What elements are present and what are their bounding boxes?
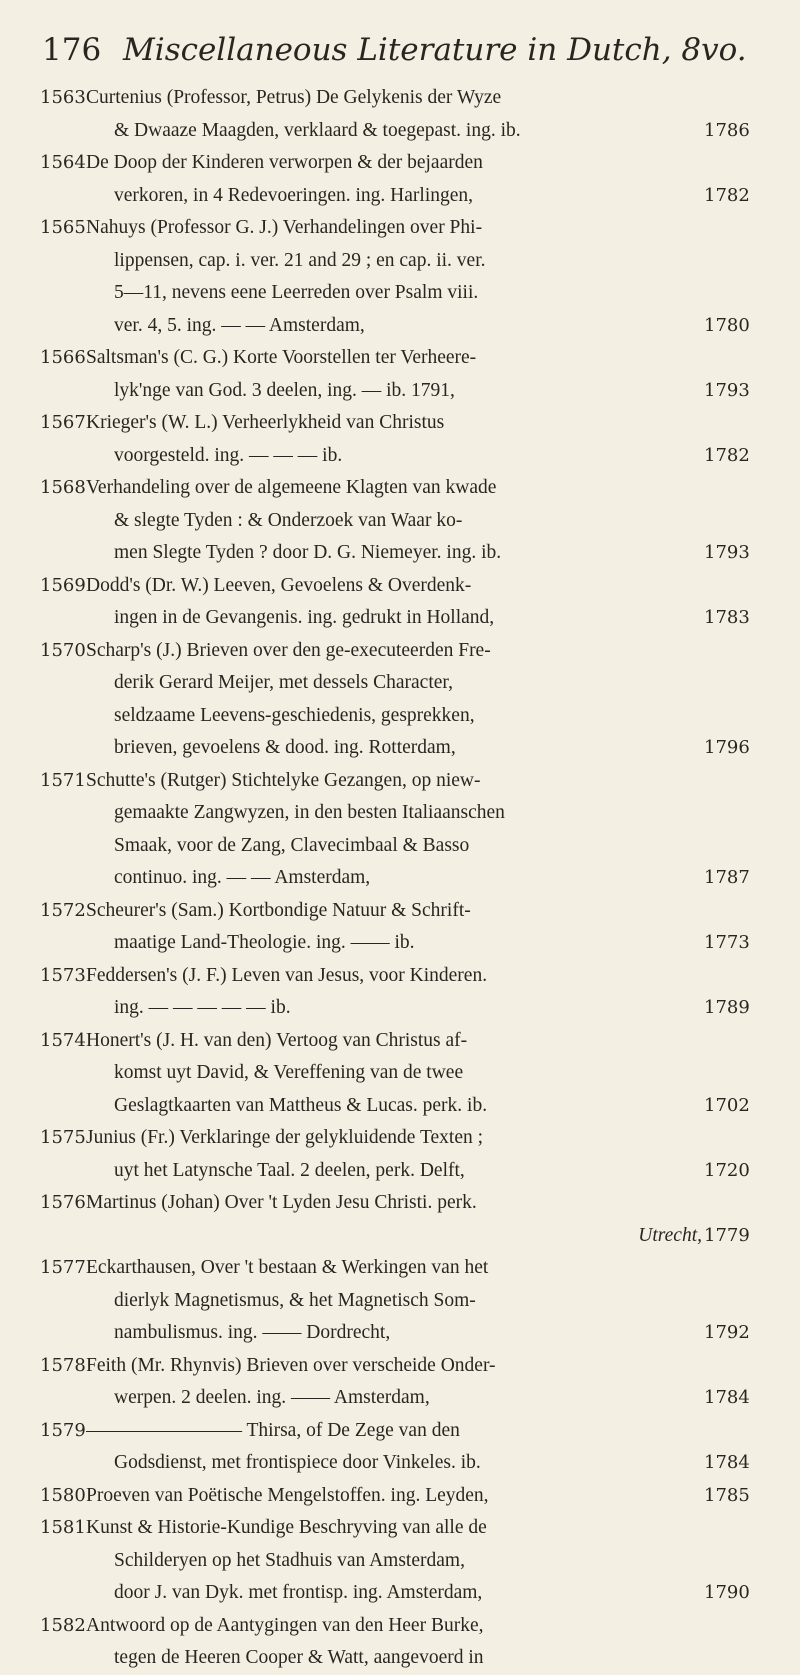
entry-line: Verhandeling over de algemeene Klagten van kwade: [86, 477, 497, 498]
entry-line: Junius (Fr.) Verklaringe der gelykluidende Texten ;: [86, 1127, 484, 1148]
entry-line: lippensen, cap. i. ver. 21 and 29 ; en cap. ii. ver.: [114, 249, 486, 271]
catalogue-entry: [0, 1610, 800, 1675]
catalogue-entry: [0, 472, 800, 570]
entry-line: door J. van Dyk. met frontisp. ing. Amsterdam,: [114, 1582, 483, 1603]
entry-line: lyk'nge van God. 3 deelen, ing. — ib. 1791,: [114, 379, 455, 401]
entry-number: 1565: [40, 217, 86, 238]
entry-line: De Doop der Kinderen verworpen & der bejaarden: [86, 152, 483, 173]
entry-text: [86, 342, 702, 407]
entry-year: 1783: [704, 607, 750, 628]
entry-line: nambulismus. ing. —— Dordrecht,: [114, 1322, 391, 1343]
entry-number: 1572: [40, 899, 86, 921]
entry-number: 1576: [40, 1192, 86, 1213]
entry-line: ver. 4, 5. ing. — — Amsterdam,: [114, 314, 365, 336]
catalogue-entry: [0, 1122, 800, 1187]
entry-line: Proeven van Poëtische Mengelstoffen. ing. Leyden,: [86, 1484, 489, 1506]
entry-year: 1789: [704, 997, 750, 1018]
entry-line: voorgesteld. ing. — — — ib.: [114, 444, 343, 466]
catalogue-entry: [0, 1480, 800, 1513]
catalogue-entry: [0, 407, 800, 472]
entry-number: 1578: [40, 1354, 86, 1376]
entry-year: 1782: [704, 184, 750, 206]
entry-number: 1569: [40, 574, 86, 596]
entry-year: 1786: [704, 119, 750, 141]
entry-line: Smaak, voor de Zang, Clavecimbaal & Basso: [114, 834, 470, 856]
catalogue-entries: [0, 82, 800, 1675]
entry-line: continuo. ing. — — Amsterdam,: [114, 867, 371, 888]
entry-year: 1793: [704, 379, 750, 401]
entry-line: Geslagtkaarten van Mattheus & Lucas. perk. ib.: [114, 1094, 488, 1116]
entry-line: komst uyt David, & Vereffening van de twee: [114, 1062, 464, 1083]
entry-number: 1582: [40, 1614, 86, 1636]
catalogue-entry: [0, 147, 800, 212]
entry-text: [86, 1610, 702, 1675]
entry-line: tegen de Heeren Cooper & Watt, aangevoerd in: [114, 1647, 484, 1668]
entry-year: 1796: [704, 737, 750, 758]
entry-line: Saltsman's (C. G.) Korte Voorstellen ter Verheere-: [86, 347, 477, 368]
entry-line: Scheurer's (Sam.) Kortbondige Natuur & Schrift-: [86, 899, 471, 921]
entry-year: 1785: [704, 1484, 750, 1506]
entry-line: & Dwaaze Maagden, verklaard & toegepast. ing. ib.: [114, 119, 521, 141]
entry-number: 1567: [40, 412, 86, 433]
entry-line: Eckarthausen, Over 't bestaan & Werkingen van het: [86, 1257, 489, 1278]
catalogue-entry: [0, 765, 800, 895]
entry-year: 1773: [704, 932, 750, 953]
entry-number: 1573: [40, 964, 86, 986]
entry-number: 1570: [40, 639, 86, 661]
entry-line: Schilderyen op het Stadhuis van Amsterdam,: [114, 1549, 465, 1571]
entry-line: brieven, gevoelens & dood. ing. Rotterdam,: [114, 737, 456, 758]
entry-line: werpen. 2 deelen. ing. —— Amsterdam,: [114, 1387, 430, 1408]
catalogue-entry: [0, 82, 800, 147]
entry-number: 1577: [40, 1257, 86, 1278]
entry-line: Utrecht,: [638, 1224, 702, 1246]
entry-text: [86, 570, 702, 635]
entry-number: 1564: [40, 152, 86, 173]
entry-line: Krieger's (W. L.) Verheerlykheid van Christus: [86, 412, 445, 433]
entry-year: 1782: [704, 444, 750, 466]
entry-number: 1571: [40, 769, 86, 791]
entry-text: [86, 1025, 702, 1123]
entry-text: [86, 407, 702, 472]
page-title: Miscellaneous Literature in Dutch, 8vo.: [123, 32, 747, 68]
entry-year: 1790: [704, 1582, 750, 1603]
entry-text: [86, 635, 702, 765]
entry-number: 1574: [40, 1029, 86, 1051]
entry-number: 1580: [40, 1484, 86, 1506]
entry-line: ingen in de Gevangenis. ing. gedrukt in Holland,: [114, 607, 495, 628]
entry-line: ing. — — — — — ib.: [114, 997, 291, 1018]
entry-line: seldzaame Leevens-geschiedenis, gesprekken,: [114, 704, 475, 726]
catalogue-entry: [0, 570, 800, 635]
entry-line: Dodd's (Dr. W.) Leeven, Gevoelens & Overdenk-: [86, 574, 472, 596]
entry-text: [86, 1415, 702, 1480]
entry-number: 1579: [40, 1419, 86, 1441]
entry-text: [86, 1480, 702, 1513]
catalogue-entry: [0, 212, 800, 342]
entry-line: uyt het Latynsche Taal. 2 deelen, perk. Delft,: [114, 1159, 465, 1181]
catalogue-entry: [0, 960, 800, 1025]
entry-text: [86, 212, 702, 342]
entry-line: Godsdienst, met frontispiece door Vinkeles. ib.: [114, 1452, 481, 1473]
entry-number: 1581: [40, 1517, 86, 1538]
entry-line: derik Gerard Meijer, met dessels Character,: [114, 672, 454, 693]
entry-line: verkoren, in 4 Redevoeringen. ing. Harlingen,: [114, 184, 474, 206]
entry-year: 1793: [704, 542, 750, 563]
catalogue-entry: [0, 342, 800, 407]
entry-line: Feith (Mr. Rhynvis) Brieven over verscheide Onder-: [86, 1354, 496, 1376]
running-header: [42, 26, 747, 74]
catalogue-entry: [0, 1252, 800, 1350]
entry-line: Martinus (Johan) Over 't Lyden Jesu Christi. perk.: [86, 1192, 477, 1213]
entry-text: [86, 82, 702, 147]
entry-text: [86, 1187, 702, 1252]
entry-line: Scharp's (J.) Brieven over den ge-executeerden Fre-: [86, 639, 491, 661]
entry-text: [86, 1512, 702, 1610]
entry-line: men Slegte Tyden ? door D. G. Niemeyer. ing. ib.: [114, 542, 502, 563]
catalogue-entry: [0, 895, 800, 960]
entry-year: 1792: [704, 1322, 750, 1343]
entry-text: [86, 895, 702, 960]
entry-number: 1566: [40, 347, 86, 368]
catalogue-entry: [0, 1512, 800, 1610]
entry-year: 1779: [704, 1224, 750, 1246]
entry-line: dierlyk Magnetismus, & het Magnetisch Som-: [114, 1289, 476, 1311]
entry-year: 1702: [704, 1094, 750, 1116]
entry-line: ———————— Thirsa, of De Zege van den: [86, 1419, 460, 1441]
entry-line: Curtenius (Professor, Petrus) De Gelykenis der Wyze: [86, 87, 502, 108]
entry-line: Honert's (J. H. van den) Vertoog van Christus af-: [86, 1029, 468, 1051]
entry-line: maatige Land-Theologie. ing. —— ib.: [114, 932, 415, 953]
catalogue-entry: [0, 1025, 800, 1123]
entry-text: [86, 1252, 702, 1350]
catalogue-entry: [0, 1350, 800, 1415]
entry-line: Schutte's (Rutger) Stichtelyke Gezangen, op niew-: [86, 769, 481, 791]
entry-line: & slegte Tyden : & Onderzoek van Waar ko-: [114, 509, 463, 531]
entry-number: 1568: [40, 477, 86, 498]
entry-text: [86, 472, 702, 570]
entry-text: [86, 765, 702, 895]
entry-number: 1575: [40, 1127, 86, 1148]
entry-year: 1720: [704, 1159, 750, 1181]
entry-year: 1784: [704, 1387, 750, 1408]
entry-line: Nahuys (Professor G. J.) Verhandelingen over Phi-: [86, 217, 483, 238]
entry-year: 1780: [704, 314, 750, 336]
entry-text: [86, 1350, 702, 1415]
catalogue-entry: [0, 1187, 800, 1252]
catalogue-entry: [0, 1415, 800, 1480]
entry-year: 1787: [704, 867, 750, 888]
page-number: 176: [42, 32, 102, 68]
entry-text: [86, 1122, 702, 1187]
entry-line: 5—11, nevens eene Leerreden over Psalm viii.: [114, 282, 479, 303]
entry-year: 1784: [704, 1452, 750, 1473]
entry-line: gemaakte Zangwyzen, in den besten Italiaanschen: [114, 802, 505, 823]
entry-number: 1563: [40, 87, 86, 108]
entry-line: Antwoord op de Aantygingen van den Heer Burke,: [86, 1614, 484, 1636]
entry-text: [86, 147, 702, 212]
catalogue-entry: [0, 635, 800, 765]
entry-line: Kunst & Historie-Kundige Beschryving van alle de: [86, 1517, 487, 1538]
entry-line: Feddersen's (J. F.) Leven van Jesus, voor Kinderen.: [86, 964, 488, 986]
entry-text: [86, 960, 702, 1025]
